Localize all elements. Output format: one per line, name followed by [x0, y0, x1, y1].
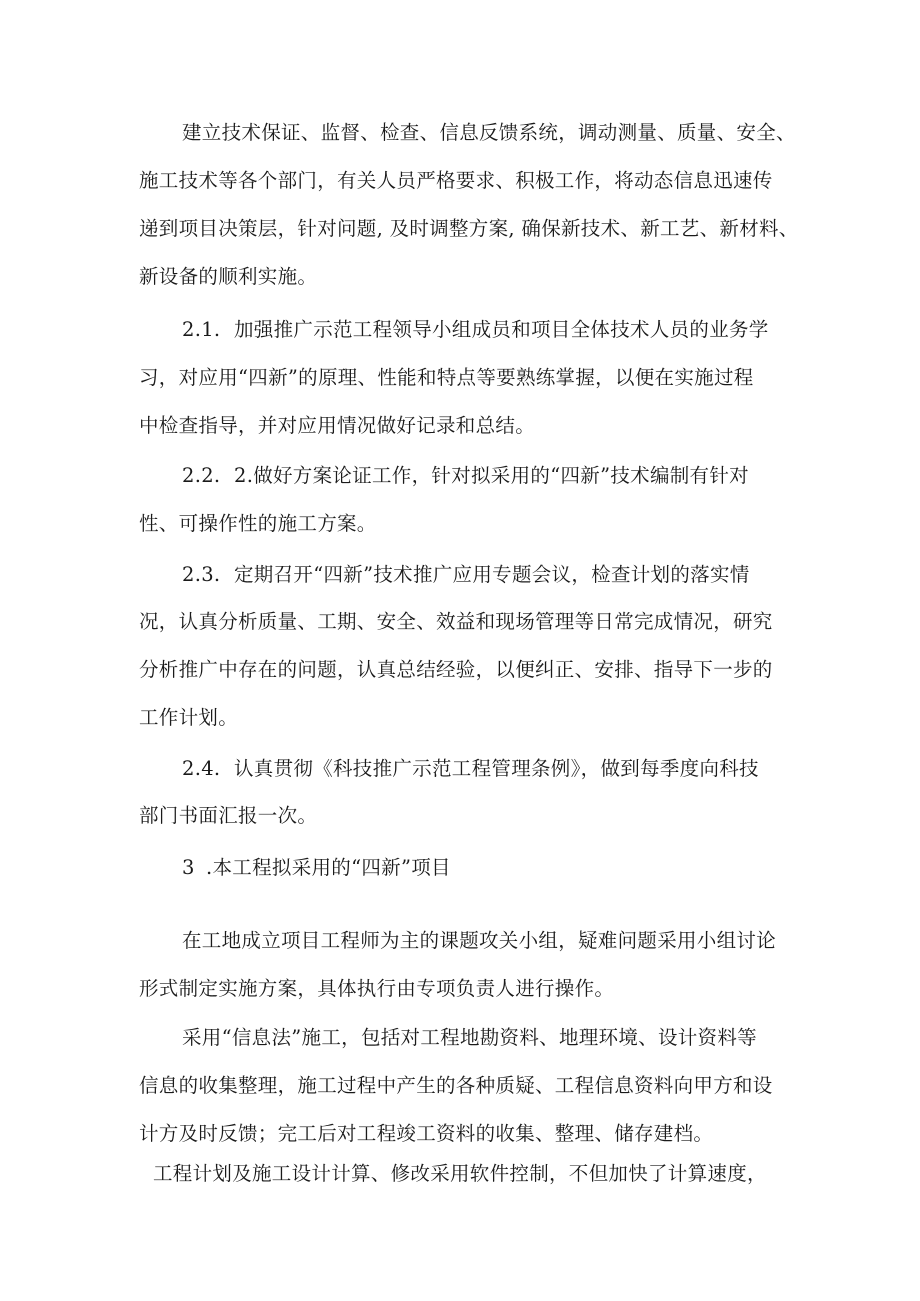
item-number-2-2: 2.2.	[182, 464, 221, 487]
paragraph-7-line-1: 采用“信息法”施工，包括对工程地勘资料、地理环境、设计资料等	[182, 1026, 757, 1049]
paragraph-2-3-line-1: 2.3. 定期召开“四新”技术推广应用专题会议，检查计划的落实情	[182, 563, 750, 586]
paragraph-2-1-line-1: 2.1. 加强推广示范工程领导小组成员和项目全体技术人员的业务学	[182, 318, 769, 341]
paragraph-2-2-line-1: 2.2. 2.做好方案论证工作，针对拟采用的“四新”技术编制有针对	[182, 464, 749, 487]
paragraph-6-line-2: 形式制定实施方案，具体执行由专项负责人进行操作。	[139, 977, 615, 1000]
section-number-3: 3	[182, 856, 195, 879]
paragraph-6-line-1: 在工地成立项目工程师为主的课题攻关小组，疑难问题采用小组讨论	[182, 929, 777, 952]
section-heading-3: 3 .本工程拟采用的“四新”项目	[182, 856, 451, 879]
paragraph-2-1-line-3: 中检查指导，并对应用情况做好记录和总结。	[139, 414, 536, 437]
paragraph-2-2-line-2: 性、可操作性的施工方案。	[139, 512, 377, 535]
paragraph-2-3-line-2: 况，认真分析质量、工期、安全、效益和现场管理等日常完成情况，研究	[139, 610, 773, 633]
paragraph-1-line-3: 递到项目决策层，针对问题, 及时调整方案, 确保新技术、新工艺、新材料、	[139, 217, 799, 240]
paragraph-2-4-line-2: 部门书面汇报一次。	[139, 804, 318, 827]
paragraph-2-1-line-2: 习，对应用“四新”的原理、性能和特点等要熟练掌握，以便在实施过程	[139, 366, 754, 389]
item-number-2-1: 2.1.	[182, 318, 221, 341]
item-number-2-4: 2.4.	[182, 757, 221, 780]
paragraph-2-3-line-4: 工作计划。	[139, 706, 239, 729]
paragraph-2-3-line-3: 分析推广中存在的问题，认真总结经验，以便纠正、安排、指导下一步的	[139, 658, 773, 681]
paragraph-1-line-1: 建立技术保证、监督、检查、信息反馈系统，调动测量、质量、安全、	[182, 121, 796, 144]
paragraph-1-line-4: 新设备的顺利实施。	[139, 265, 318, 288]
paragraph-2-4-line-1: 2.4. 认真贯彻《科技推广示范工程管理条例》，做到每季度向科技	[182, 757, 759, 780]
paragraph-8-line-1: 工程计划及施工设计计算、修改采用软件控制，不但加快了计算速度，	[153, 1162, 767, 1185]
paragraph-7-line-3: 计方及时反馈；完工后对工程竣工资料的收集、整理、储存建档。	[139, 1122, 714, 1145]
item-number-2-3: 2.3.	[182, 563, 221, 586]
paragraph-1-line-2: 施工技术等各个部门，有关人员严格要求、积极工作，将动态信息迅速传	[139, 169, 773, 192]
paragraph-7-line-2: 信息的收集整理，施工过程中产生的各种质疑、工程信息资料向甲方和设	[139, 1074, 773, 1097]
